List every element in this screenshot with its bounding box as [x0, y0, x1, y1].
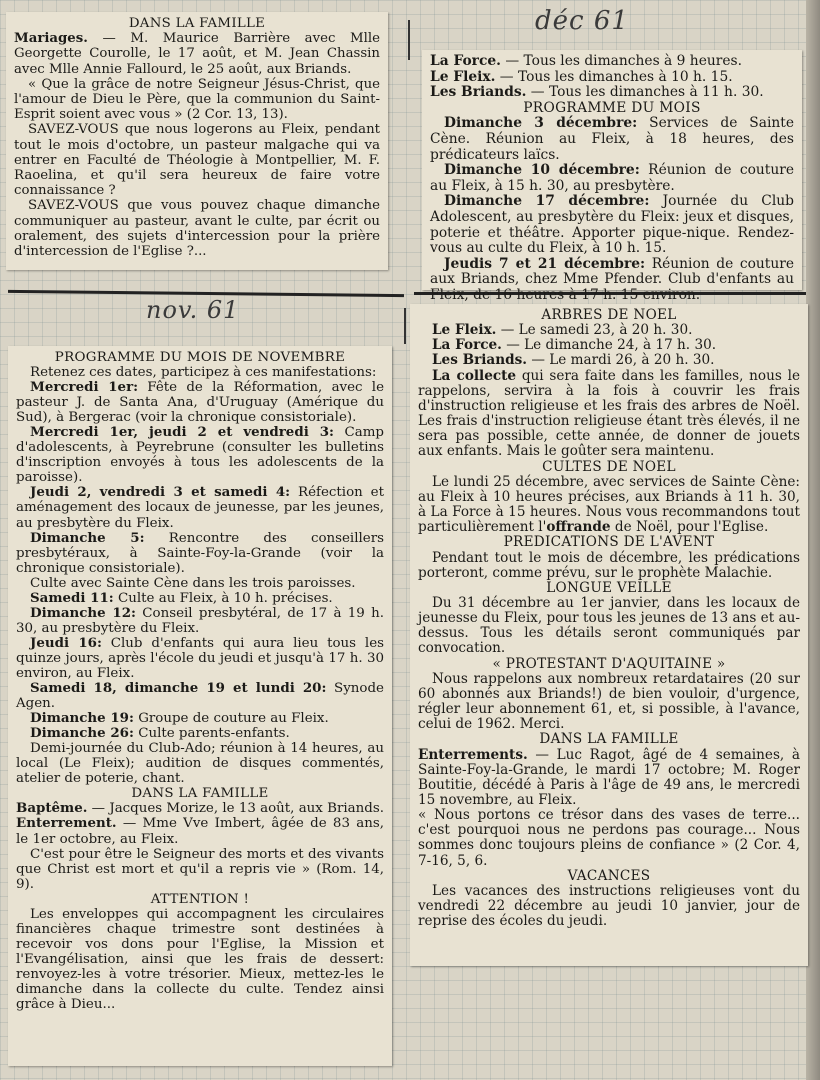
enterrements-text: — Luc Ragot, âgé de 4 semaines, à Sainte-Foy-la-Grande, le mardi 17 octobre; M. Roger Boutitie, décédé à Paris à l'âge de 49 ans, le mercredi 15 novembre, au Fleix.	[418, 746, 800, 808]
paragraph-collecte	[418, 369, 800, 460]
programme-text: Culte avec Sainte Cène dans les trois paroisses.	[30, 575, 356, 591]
programme-text: Club d'enfants qui aura lieu tous les quinze jours, après l'école du jeudi et jusqu'à 17 h. 30 environ, au Fleix.	[16, 635, 384, 681]
arbre-text: — Le dimanche 24, à 17 h. 30.	[501, 337, 717, 354]
programme-text: Réunion de couture aux Briands, chez Mme Pfender. Club d'enfants au Fleix, de 16 heures à 17 h. 15 environ.	[430, 255, 794, 303]
cultes-text: Le lundi 25 décembre, avec services de Sainte Cène: au Fleix à 10 heures précises, aux Briands à 11 h. 30, à La Force à 15 heures. Nous vous recommandons tout particulièrement l'	[418, 473, 800, 536]
section-heading: ARBRES DE NOEL	[541, 307, 677, 323]
schedule-text: — Tous les dimanches à 10 h. 15.	[495, 68, 733, 85]
intro-text: Retenez ces dates, participez à ces manifestations:	[30, 365, 377, 381]
programme-text: Groupe de couture au Fleix.	[133, 711, 329, 727]
programme-item	[16, 636, 384, 681]
collecte-label: La collecte	[432, 367, 517, 384]
paragraph-bapteme	[16, 801, 384, 816]
programme-text: Journée du Club Adolescent, au presbytère du Fleix: jeux et disques, poterie et théâtre. Apporter pique-nique. Rendez-vous au culte du Fleix, à 10 h. 15.	[430, 193, 794, 257]
programme-text: Culte au Fleix, à 10 h. précises.	[113, 590, 333, 606]
section-heading: DANS LA FAMILLE	[128, 16, 266, 31]
programme-item	[16, 531, 384, 576]
programme-item	[430, 194, 794, 256]
programme-text: Rencontre des conseillers presbytéraux, à Sainte-Foy-la-Grande (voir la chronique consistoriale).	[16, 530, 384, 576]
arbre-text: — Le samedi 23, à 20 h. 30.	[496, 322, 693, 339]
savez-vous-intercession: SAVEZ-VOUS que vous pouvez chaque dimanche communiquer au pasteur, avant le culte, par écrit ou oralement, des sujets d'intercession pour la prière d'intercession de l'Eglise ?...	[14, 198, 380, 260]
programme-text: Synode Agen.	[16, 681, 384, 712]
avent-text: Pendant tout le mois de décembre, les prédications porteront, comme prévu, sur le prophète Malachie.	[418, 549, 800, 581]
cultes-end: de Noël, pour l'Eglise.	[610, 519, 769, 536]
schedule-text: — Tous les dimanches à 9 heures.	[500, 53, 742, 69]
section-heading: PROGRAMME DU MOIS	[523, 99, 701, 116]
pen-mark-top	[408, 20, 410, 60]
programme-item	[16, 681, 384, 711]
programme-date: Mercredi 1er, jeudi 2 et vendredi 3:	[30, 424, 334, 441]
programme-item	[16, 576, 384, 591]
section-heading: DANS LA FAMILLE	[131, 786, 269, 802]
section-heading: DANS LA FAMILLE	[539, 731, 679, 748]
section-heading: « PROTESTANT D'AQUITAINE »	[492, 655, 726, 672]
paragraph-enterrement	[16, 816, 384, 846]
arbre-place: La Force.	[432, 337, 502, 354]
pen-mark-middle	[404, 308, 406, 344]
programme-date: Samedi 11:	[30, 589, 114, 606]
arbre-item	[418, 353, 800, 368]
programme-text: Demi-journée du Club-Ado; réunion à 14 heures, au local (Le Fleix); audition de disques commentés, atelier de poterie, chant.	[16, 741, 384, 787]
savez-vous-pasteur: SAVEZ-VOUS que nous logerons au Fleix, pendant tout le mois d'octobre, un pasteur malgache qui va entrer en Faculté de Théologie à Montpellier, M. F. Raoelina, et qu'il sera heureux de faire votre connaissance ?	[14, 122, 380, 199]
programme-item	[16, 380, 384, 425]
schedule-le-fleix	[430, 70, 794, 86]
programme-item	[16, 711, 384, 726]
collecte-text: qui sera faite dans les familles, nous le rappelons, servira à la fois à couvrir les frais d'instruction religieuse et les frais des arbres de Noël. Les frais d'instruction religieuse étant très élevés, il ne sera pas possible, cette année, de donner de jouets aux enfants. Mais le goûter sera maintenu.	[418, 367, 800, 460]
programme-item	[430, 163, 794, 194]
quote-corinthians-2: « Nous portons ce trésor dans des vases de terre... c'est pourquoi nous ne perdons pas courage... Nous sommes donc toujours pleins de confiance » (2 Cor. 4, 7-16, 5, 6.	[418, 807, 800, 869]
schedule-label: Le Fleix.	[430, 68, 496, 85]
programme-text: Réfection et aménagement des locaux de jeunesse, par les jeunes, au presbytère du Fleix.	[16, 485, 384, 531]
programme-item	[16, 741, 384, 786]
programme-text: Services de Sainte Cène. Réunion au Fleix, à 18 heures, des prédicateurs laïcs.	[430, 115, 794, 163]
programme-date: Mercredi 1er:	[30, 379, 139, 396]
programme-item	[16, 591, 384, 606]
arbre-item	[418, 338, 800, 353]
quote-romans: C'est pour être le Seigneur des morts et des vivants que Christ est mort et qu'il a repris vie » (Rom. 14, 9).	[16, 846, 384, 892]
programme-date: Dimanche 19:	[30, 710, 134, 727]
programme-text: Conseil presbytéral, de 17 à 19 h. 30, au presbytère du Fleix.	[16, 605, 384, 636]
mariages-label: Mariages.	[14, 31, 88, 47]
programme-text: Fête de la Réformation, avec le pasteur J. de Santa Ana, d'Uruguay (Amérique du Sud), à Bergerac (voir la chronique consistoriale).	[16, 380, 384, 426]
attention-text: Les enveloppes qui accompagnent les circulaires financières chaque trimestre sont destinées à recevoir vos dons pour l'Eglise, la Mission et l'Evangélisation, ainsi que les frais de dessert: renvoyez-les à votre trésorier. Mieux, mettez-les le dimanche dans la collecte du culte. Tendez ainsi grâce à Dieu...	[16, 906, 384, 1013]
programme-item	[16, 485, 384, 530]
schedule-text: — Tous les dimanches à 11 h. 30.	[526, 84, 764, 101]
programme-date: Jeudis 7 et 21 décembre:	[444, 255, 646, 272]
clipping-programme-novembre	[8, 346, 392, 1066]
programme-item	[16, 425, 384, 485]
schedule-la-force	[430, 54, 794, 70]
programme-text: Camp d'adolescents, à Peyrebrune (consulter les bulletins d'inscription envoyés à tous les adolescents de la paroisse).	[16, 425, 384, 486]
programme-text: Culte parents-enfants.	[133, 726, 290, 742]
protestant-text: Nous rappelons aux nombreux retardataires (20 sur 60 abonnés aux Briands!) de bien vouloir, d'urgence, régler leur abonnement 61, et, si possible, à l'avance, celui de 1962. Merci.	[418, 670, 800, 733]
offrande-word: offrande	[546, 519, 611, 536]
enterrements-label: Enterrements.	[418, 746, 528, 763]
programme-date: Dimanche 5:	[30, 529, 145, 546]
veille-text: Du 31 décembre au 1er janvier, dans les locaux de jeunesse du Fleix, pour tous les jeunes de 13 ans et au-dessus. Tous les détails seront communiqués par convocation.	[418, 594, 800, 657]
paragraph-cultes	[418, 475, 800, 536]
vacances-text: Les vacances des instructions religieuses vont du vendredi 22 décembre au jeudi 10 janvier, jour de reprise des écoles du jeudi.	[418, 882, 800, 930]
arbre-place: Les Briands.	[432, 352, 527, 369]
programme-date: Dimanche 26:	[30, 725, 134, 742]
paragraph-mariages	[14, 31, 380, 77]
arbre-place: Le Fleix.	[432, 322, 497, 339]
programme-date: Dimanche 17 décembre:	[444, 193, 650, 210]
section-heading: VACANCES	[567, 867, 651, 884]
programme-date: Samedi 18, dimanche 19 et lundi 20:	[30, 680, 327, 697]
arbre-item	[418, 323, 800, 338]
schedule-les-briands	[430, 85, 794, 101]
clipping-arbres-de-noel	[410, 304, 808, 966]
bapteme-label: Baptême.	[16, 800, 88, 817]
section-heading: ATTENTION !	[150, 891, 250, 907]
programme-date: Jeudi 2, vendredi 3 et samedi 4:	[30, 484, 291, 501]
section-heading: CULTES DE NOEL	[542, 458, 676, 475]
programme-item	[430, 257, 794, 304]
section-heading: LONGUE VEILLE	[546, 579, 672, 596]
programme-item	[16, 606, 384, 636]
mariages-text: — M. Maurice Barrière avec Mlle Georgette Courolle, le 17 août, et M. Jean Chassin avec Mlle Annie Fallourd, le 25 août, aux Briands.	[14, 31, 380, 77]
section-heading: PROGRAMME DU MOIS DE NOVEMBRE	[54, 350, 346, 365]
enterrement-text: — Mme Vve Imbert, âgée de 83 ans, le 1er octobre, au Fleix.	[16, 816, 384, 847]
paragraph-enterrements	[418, 748, 800, 809]
quote-corinthians: « Que la grâce de notre Seigneur Jésus-Christ, que l'amour de Dieu le Père, que la communion du Saint-Esprit soient avec vous » (2 Cor. 13, 13).	[14, 76, 380, 123]
notebook-spine	[806, 0, 820, 1080]
bapteme-text: — Jacques Morize, le 13 août, aux Briands.	[87, 801, 384, 817]
programme-date: Dimanche 3 décembre:	[444, 115, 638, 132]
programme-item	[430, 116, 794, 163]
schedule-label: La Force.	[430, 53, 501, 69]
handwritten-date-dec: déc 61	[535, 6, 629, 36]
programme-date: Dimanche 12:	[30, 604, 136, 621]
programme-date: Dimanche 10 décembre:	[444, 162, 640, 179]
handwritten-date-nov: nov. 61	[146, 296, 240, 324]
schedule-label: Les Briands.	[430, 84, 527, 101]
clipping-programme-decembre	[422, 50, 802, 303]
programme-item	[16, 726, 384, 741]
programme-text: Réunion de couture au Fleix, à 15 h. 30, au presbytère.	[430, 162, 794, 194]
clipping-famille-mariages	[6, 12, 388, 270]
enterrement-label: Enterrement.	[16, 815, 117, 832]
section-heading: PREDICATIONS DE L'AVENT	[503, 534, 715, 551]
programme-date: Jeudi 16:	[30, 634, 102, 651]
arbre-text: — Le mardi 26, à 20 h. 30.	[527, 352, 715, 369]
